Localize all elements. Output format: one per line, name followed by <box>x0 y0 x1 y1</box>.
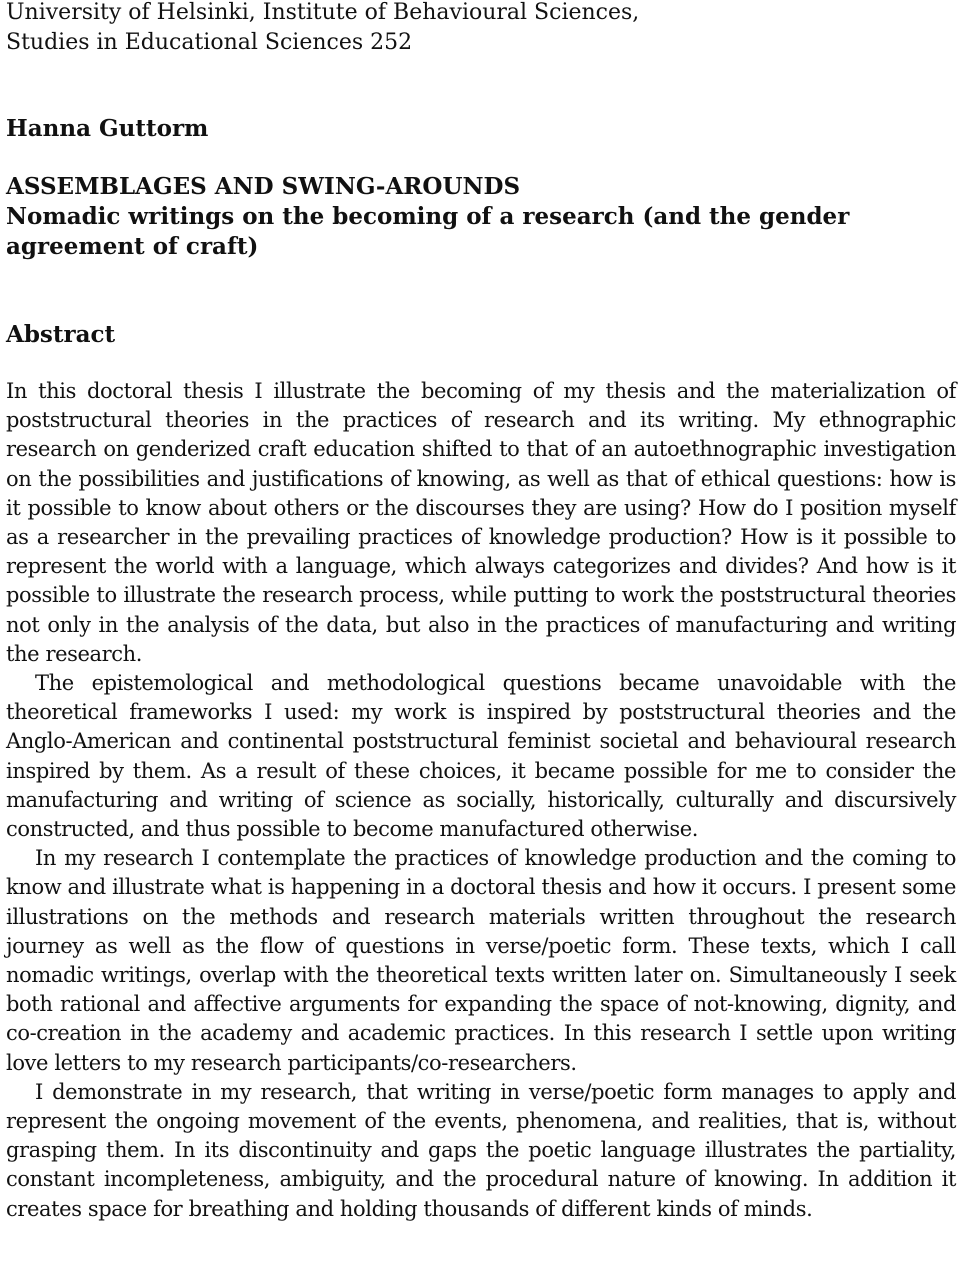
abstract-paragraph-1: In this doctoral thesis I illustrate the becoming of my thesis and the materialization of poststructural theories in the practices of research and its writing. My ethnographic research on genderized craft education shifted to that of an autoethnographic investigation on the possibilities and justifications of knowing, as well as that of ethical questions: how is it possible to know about others or the discourses they are using? How do I position myself as a researcher in the prevailing practices of knowledge production? How is it possible to represent the world with a language, which always categorizes and divides? And how is it possible to illustrate the research process, while putting to work the poststructural theories not only in the analysis of the data, but also in the practices of manufacturing and writing the research. <box>6 379 956 666</box>
affiliation-line-2: Studies in Educational Sciences 252 <box>6 30 413 55</box>
abstract-paragraph-3: In my research I contemplate the practices of knowledge production and the coming to know and illustrate what is happening in a doctoral thesis and how it occurs. I present some illustrations on the methods and research materials written throughout the research journey as well as the flow of questions in verse/poetic form. These texts, which I call nomadic writings, overlap with the theoretical texts written later on. Simultaneously I seek both rational and affective arguments for expanding the space of not-knowing, dignity, and co-creation in the academy and academic practices. In this research I settle upon writing love letters to my research participants/co-researchers. <box>6 846 956 1075</box>
abstract-paragraph-2: The epistemological and methodological questions became unavoidable with the theoretical frameworks I used: my work is inspired by poststructural theories and the Anglo-American and continental poststructural feminist societal and behavioural research inspired by them. As a result of these choices, it became possible for me to consider the manufacturing and writing of science as socially, historically, culturally and discursively constructed, and thus possible to become manufactured otherwise. <box>6 671 956 842</box>
affiliation <box>6 0 956 58</box>
thesis-title <box>6 172 956 262</box>
author-name: Hanna Guttorm <box>6 115 209 142</box>
affiliation-line-1: University of Helsinki, Institute of Behavioural Sciences, <box>6 0 640 25</box>
document-page <box>6 0 956 1224</box>
abstract-paragraph-4: I demonstrate in my research, that writing in verse/poetic form manages to apply and represent the ongoing movement of the events, phenomena, and realities, that is, without grasping them. In its discontinuity and gaps the poetic language illustrates the partiality, constant incompleteness, ambiguity, and the procedural nature of knowing. In addition it creates space for breathing and holding thousands of different kinds of minds. <box>6 1079 956 1221</box>
abstract-heading: Abstract <box>6 321 116 348</box>
thesis-title-main: ASSEMBLAGES AND SWING-AROUNDS <box>6 173 521 200</box>
thesis-subtitle: Nomadic writings on the becoming of a research (and the gender agreement of craft) <box>6 203 850 260</box>
abstract-body <box>6 377 956 1224</box>
